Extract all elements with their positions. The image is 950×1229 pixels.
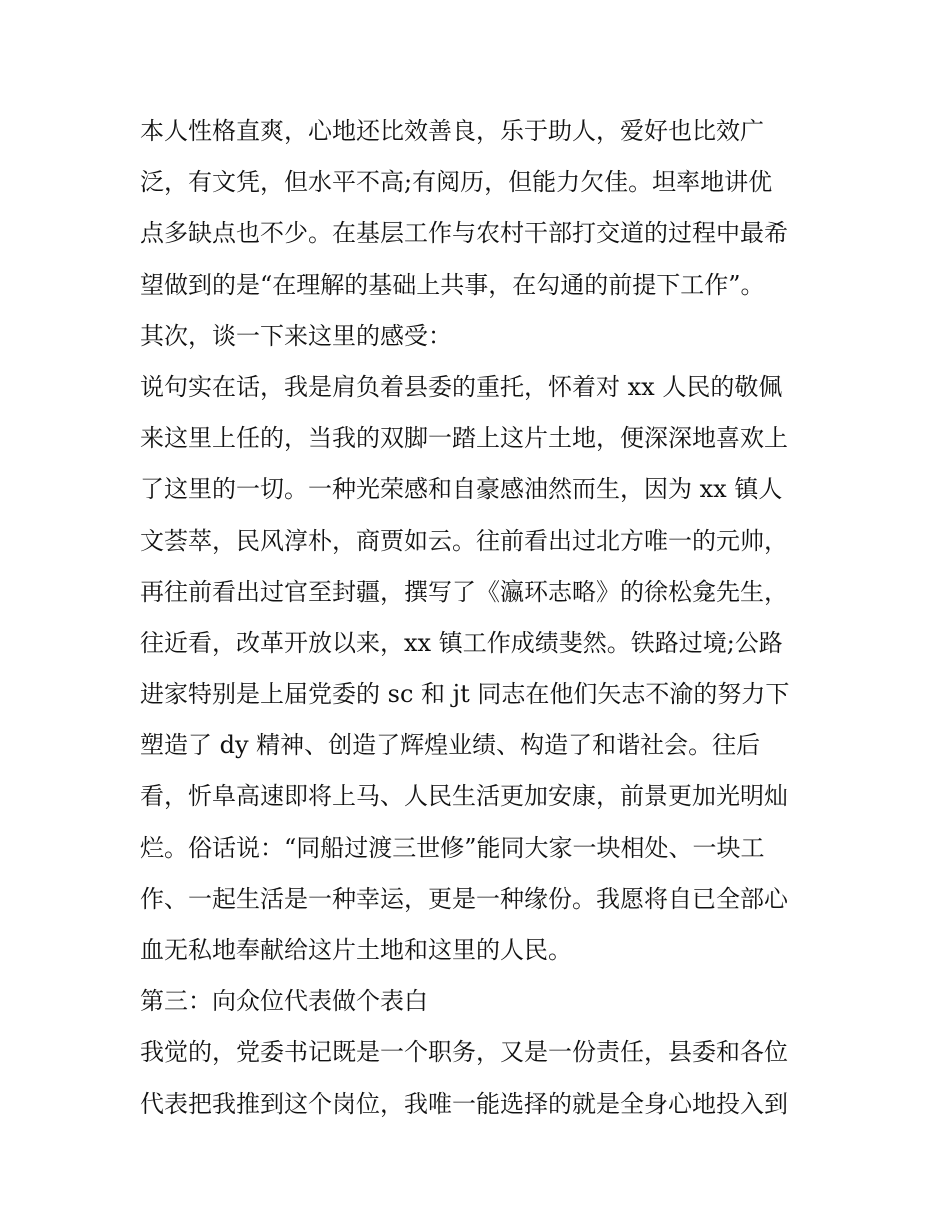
- text-line: 代表把我推到这个岗位，我唯一能选择的就是全身心地投入到: [140, 1089, 788, 1118]
- text-line: 我觉的，党委书记既是一个职务，又是一份责任，县委和各位: [140, 1038, 788, 1067]
- text-line: 塑造了 dy 精神、创造了辉煌业绩、构造了和谐社会。往后: [140, 731, 761, 760]
- section-heading: 第三：向众位代表做个表白: [140, 987, 428, 1016]
- text-line: 作、一起生活是一种幸运，更是一种缘份。我愿将自已全部心: [140, 884, 788, 913]
- text-line: 血无私地奉献给这片土地和这里的人民。: [140, 936, 572, 964]
- text-line: 烂。俗话说：“同船过渡三世修”能同大家一块相处、一块工: [140, 833, 765, 862]
- text-line: 了这里的一切。一种光荣感和自豪感油然而生，因为 xx 镇人: [140, 475, 783, 504]
- section-heading: 其次，谈一下来这里的感受：: [140, 321, 452, 350]
- text-line: 文荟萃，民风淳朴，商贾如云。往前看出过北方唯一的元帅，: [140, 526, 788, 555]
- body-text: [140, 106, 820, 1130]
- text-line: 望做到的是“在理解的基础上共事，在勾通的前提下工作”。: [140, 270, 765, 299]
- text-line: 往近看，改革开放以来，xx 镇工作成绩斐然。铁路过境;公路: [140, 628, 783, 657]
- text-line: 看，忻阜高速即将上马、人民生活更加安康，前景更加光明灿: [140, 782, 788, 811]
- text-line: 点多缺点也不少。在基层工作与农村干部打交道的过程中最希: [140, 219, 788, 248]
- text-line: 本人性格直爽，心地还比效善良，乐于助人，爱好也比效广: [140, 117, 764, 145]
- text-line: 说句实在话，我是肩负着县委的重托，怀着对 xx 人民的敬佩: [140, 372, 783, 401]
- text-line: 泛，有文凭，但水平不高;有阅历，但能力欠佳。坦率地讲优: [140, 168, 773, 197]
- text-line: 再往前看出过官至封疆，撰写了《瀛环志略》的徐松龛先生，: [140, 577, 788, 606]
- text-line: 进家特别是上届党委的 sc 和 jt 同志在他们矢志不渝的努力下: [140, 680, 790, 709]
- text-line: 来这里上任的，当我的双脚一踏上这片土地，便深深地喜欢上: [140, 424, 788, 453]
